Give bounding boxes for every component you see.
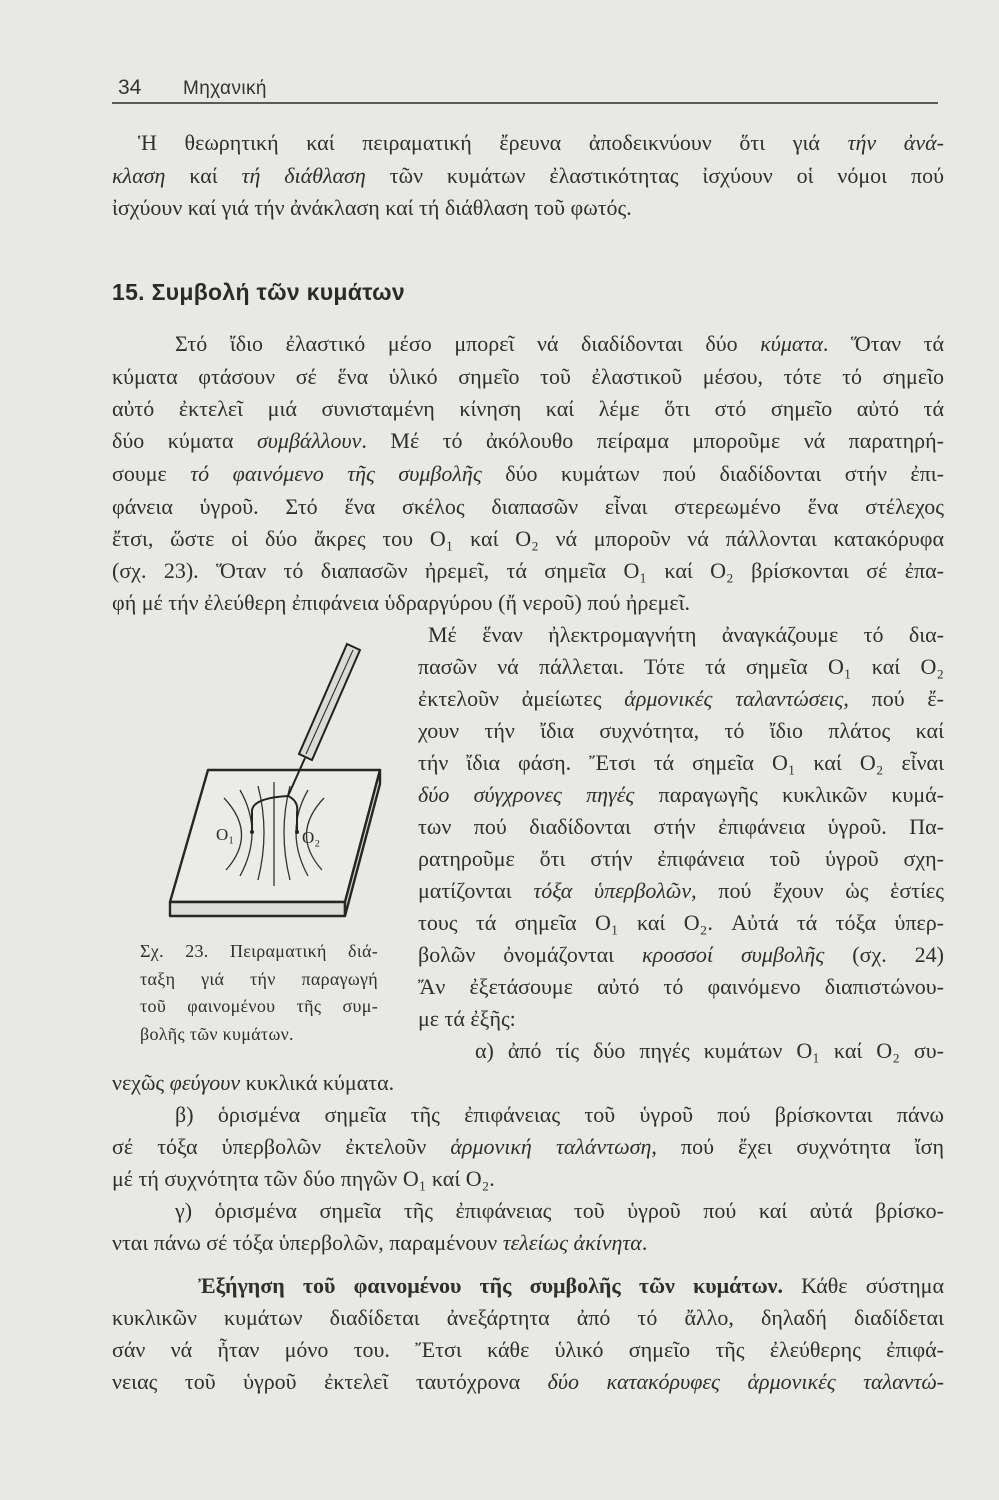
text-segment: , πού ἔχουν ὡς ἑστίες <box>691 878 944 903</box>
text-segment: . Μέ τό ἀκόλουθο πείραμα μποροῦμε νά παρατηρή- <box>361 428 944 453</box>
text-segment: σουμε <box>112 461 191 486</box>
text-line: με τά ἐξῆς: <box>418 1006 516 1031</box>
italic-text: κύματα <box>760 331 823 356</box>
figure-23-illustration <box>150 640 400 930</box>
section-heading: 15. Συμβολή τῶν κυμάτων <box>112 279 405 305</box>
italic-text: τήν ἀνά- <box>847 130 944 155</box>
text-line <box>112 1228 647 1258</box>
text-line: (σχ. 23). Ὅταν τό διαπασῶν ἠρεμεῖ, τά σημεῖα O₁ καί O₂ βρίσκονται σέ ἐπα- <box>112 558 944 583</box>
italic-text: φεύγουν <box>169 1070 241 1095</box>
label-o1: O₁ <box>216 825 235 844</box>
text-line: μέ τή συχνότητα τῶν δύο πηγῶν O₁ καί O₂. <box>112 1166 495 1191</box>
text-segment: σέ τόξα ὑπερβολῶν ἐκτελοῦν <box>112 1134 451 1159</box>
text-line: φάνεια ὑγροῦ. Στό ἕνα σκέλος διαπασῶν εἶναι στερεωμένο ἕνα στέλεχος <box>112 494 944 519</box>
text-line: τους τά σημεῖα O₁ καί O₂. Αὐτά τά τόξα ὑπερ- <box>418 910 944 935</box>
italic-text: ἁρμονικές ταλαντώσεις <box>624 686 844 711</box>
text-segment: κυκλικά κύματα. <box>240 1070 395 1095</box>
text-line <box>112 1132 944 1162</box>
text-segment: . Ὅταν τά <box>822 331 945 356</box>
text-segment: (σχ. 24) <box>824 942 945 967</box>
text-line: γ) ὁρισμένα σημεῖα τῆς ἐπιφάνειας τοῦ ὑγροῦ πού καί αὐτά βρίσκο- <box>175 1198 944 1223</box>
text-line: των πού διαδίδονται στήν ἐπιφάνεια ὑγροῦ. Πα- <box>418 814 944 839</box>
figure-caption-line: βολῆς τῶν κυμάτων. <box>140 1024 294 1044</box>
text-segment: βολῶν ὀνομάζονται <box>418 942 643 967</box>
figure-caption-line: ταξη γιά τήν παραγωγή <box>140 969 378 989</box>
italic-text: ἁρμονική ταλάντωση <box>450 1134 652 1159</box>
text-line: Μέ ἕναν ἠλεκτρομαγνήτη ἀναγκάζουμε τό δια- <box>428 622 944 647</box>
text-segment: τῶν κυμάτων ἐλαστικότητας ἰσχύουν οἱ νόμοι πού <box>365 163 944 188</box>
text-line: ρατηροῦμε ὅτι στήν ἐπιφάνεια τοῦ ὑγροῦ σχη- <box>418 846 944 871</box>
italic-text: τόξα ὑπερβολῶν <box>533 878 692 903</box>
text-segment: νειας τοῦ ὑγροῦ ἐκτελεῖ ταυτόχρονα <box>112 1369 548 1394</box>
text-line <box>418 684 944 714</box>
plate-top-surface <box>170 770 380 902</box>
text-segment: νται πάνω σέ τόξα ὑπερβολῶν, παραμένουν <box>112 1230 503 1255</box>
point-o1-marker <box>250 830 254 834</box>
liquid-plate <box>170 770 380 916</box>
text-segment: , πού ἔ- <box>843 686 944 711</box>
page-number: 34 <box>118 76 142 99</box>
text-segment: νεχῶς <box>112 1070 170 1095</box>
text-segment: ματίζονται <box>418 878 534 903</box>
text-line <box>112 1068 394 1098</box>
figure-caption-line: Σχ. 23. Πειραματική διά- <box>140 941 378 961</box>
italic-text: τή διάθλαση <box>241 163 366 188</box>
text-segment: , πού ἔχει συχνότητα ἴση <box>651 1134 944 1159</box>
running-title: Μηχανική <box>183 78 267 99</box>
text-line <box>112 426 944 456</box>
text-segment: Κάθε σύστημα <box>783 1273 944 1298</box>
header-rule <box>112 102 938 104</box>
point-o2-marker <box>295 830 299 834</box>
italic-text: δύο σύγχρονες πηγές <box>418 782 635 807</box>
text-line: χουν τήν ἴδια συχνότητα, τό ἴδιο πλάτος καί <box>418 718 944 743</box>
italic-text: κροσσοί συμβολῆς <box>642 942 825 967</box>
text-line <box>418 876 944 906</box>
tuning-fork-handle-line <box>306 650 353 754</box>
text-line: κύματα φτάσουν σέ ἕνα ὑλικό σημεῖο τοῦ ἐλαστικοῦ μέσου, τότε τό σημεῖο <box>112 364 944 389</box>
text-line: αὐτό ἐκτελεῖ μιά συνισταμένη κίνηση καί λέμε ὅτι στό σημεῖο αὐτό τά <box>112 396 944 421</box>
text-line: β) ὁρισμένα σημεῖα τῆς ἐπιφάνειας τοῦ ὑγροῦ πού βρίσκονται πάνω <box>175 1102 944 1127</box>
text-line <box>112 161 944 191</box>
text-segment: ἐκτελοῦν ἀμείωτες <box>418 686 625 711</box>
text-line: κυκλικῶν κυμάτων διαδίδεται ἀνεξάρτητα ἀπό τό ἄλλο, δηλαδή διαδίδεται <box>112 1305 944 1330</box>
text-segment: . <box>641 1230 648 1255</box>
italic-text: δύο κατακόρυφες ἁρμονικές ταλαντώ- <box>547 1369 944 1394</box>
text-segment: Ἡ θεωρητική καί πειραματική ἔρευνα ἀποδεικνύουν ὅτι γιά <box>138 130 848 155</box>
italic-text: κλαση <box>112 163 166 188</box>
text-line: τήν ἴδια φάση. Ἔτσι τά σημεῖα O₁ καί O₂ εἶναι <box>418 750 944 775</box>
text-line: σάν νά ἦταν μόνο του. Ἔτσι κάθε ὑλικό σημεῖο τῆς ἐλεύθερης ἐπιφά- <box>112 1337 944 1362</box>
text-line: ἰσχύουν καί γιά τήν ἀνάκλαση καί τή διάθλαση τοῦ φωτός. <box>112 195 632 220</box>
figure-caption-line: τοῦ φαινομένου τῆς συμ- <box>140 996 378 1016</box>
plate-front-face <box>170 902 345 916</box>
text-line: α) ἀπό τίς δύο πηγές κυμάτων O₁ καί O₂ συ- <box>475 1038 944 1063</box>
text-line <box>175 329 944 359</box>
run-in-heading: Ἐξήγηση τοῦ φαινομένου τῆς συμβολῆς τῶν κυμάτων. <box>198 1273 783 1298</box>
text-line: πασῶν νά πάλλεται. Τότε τά σημεῖα O₁ καί O₂ <box>418 654 944 679</box>
text-segment: καί <box>165 163 242 188</box>
italic-text: συμβάλλουν <box>256 428 362 453</box>
text-line <box>138 128 944 158</box>
italic-text: τό φαινόμενο τῆς συμβολῆς <box>190 461 482 486</box>
text-line <box>418 780 944 810</box>
text-line: ἔτσι, ὥστε οἱ δύο ἄκρες του O₁ καί O₂ νά μποροῦν νά πάλλονται κατακόρυφα <box>112 526 944 551</box>
text-line: φή μέ τήν ἐλεύθερη ἐπιφάνεια ὑδραργύρου (ἤ νεροῦ) πού ἠρεμεῖ. <box>112 590 691 615</box>
text-line <box>112 1367 944 1397</box>
text-line <box>418 940 944 970</box>
italic-text: τελείως ἀκίνητα <box>502 1230 642 1255</box>
text-line <box>198 1271 944 1301</box>
text-line: Ἄν ἐξετάσουμε αὐτό τό φαινόμενο διαπιστώνου- <box>418 974 944 999</box>
text-line <box>112 459 944 489</box>
text-segment: Στό ἴδιο ἐλαστικό μέσο μπορεῖ νά διαδίδονται δύο <box>175 331 761 356</box>
text-segment: παραγωγῆς κυκλικῶν κυμά- <box>634 782 944 807</box>
text-segment: δύο κυμάτων πού διαδίδονται στήν ἐπι- <box>481 461 944 486</box>
text-segment: δύο κύματα <box>112 428 257 453</box>
label-o2: O₂ <box>302 828 321 847</box>
